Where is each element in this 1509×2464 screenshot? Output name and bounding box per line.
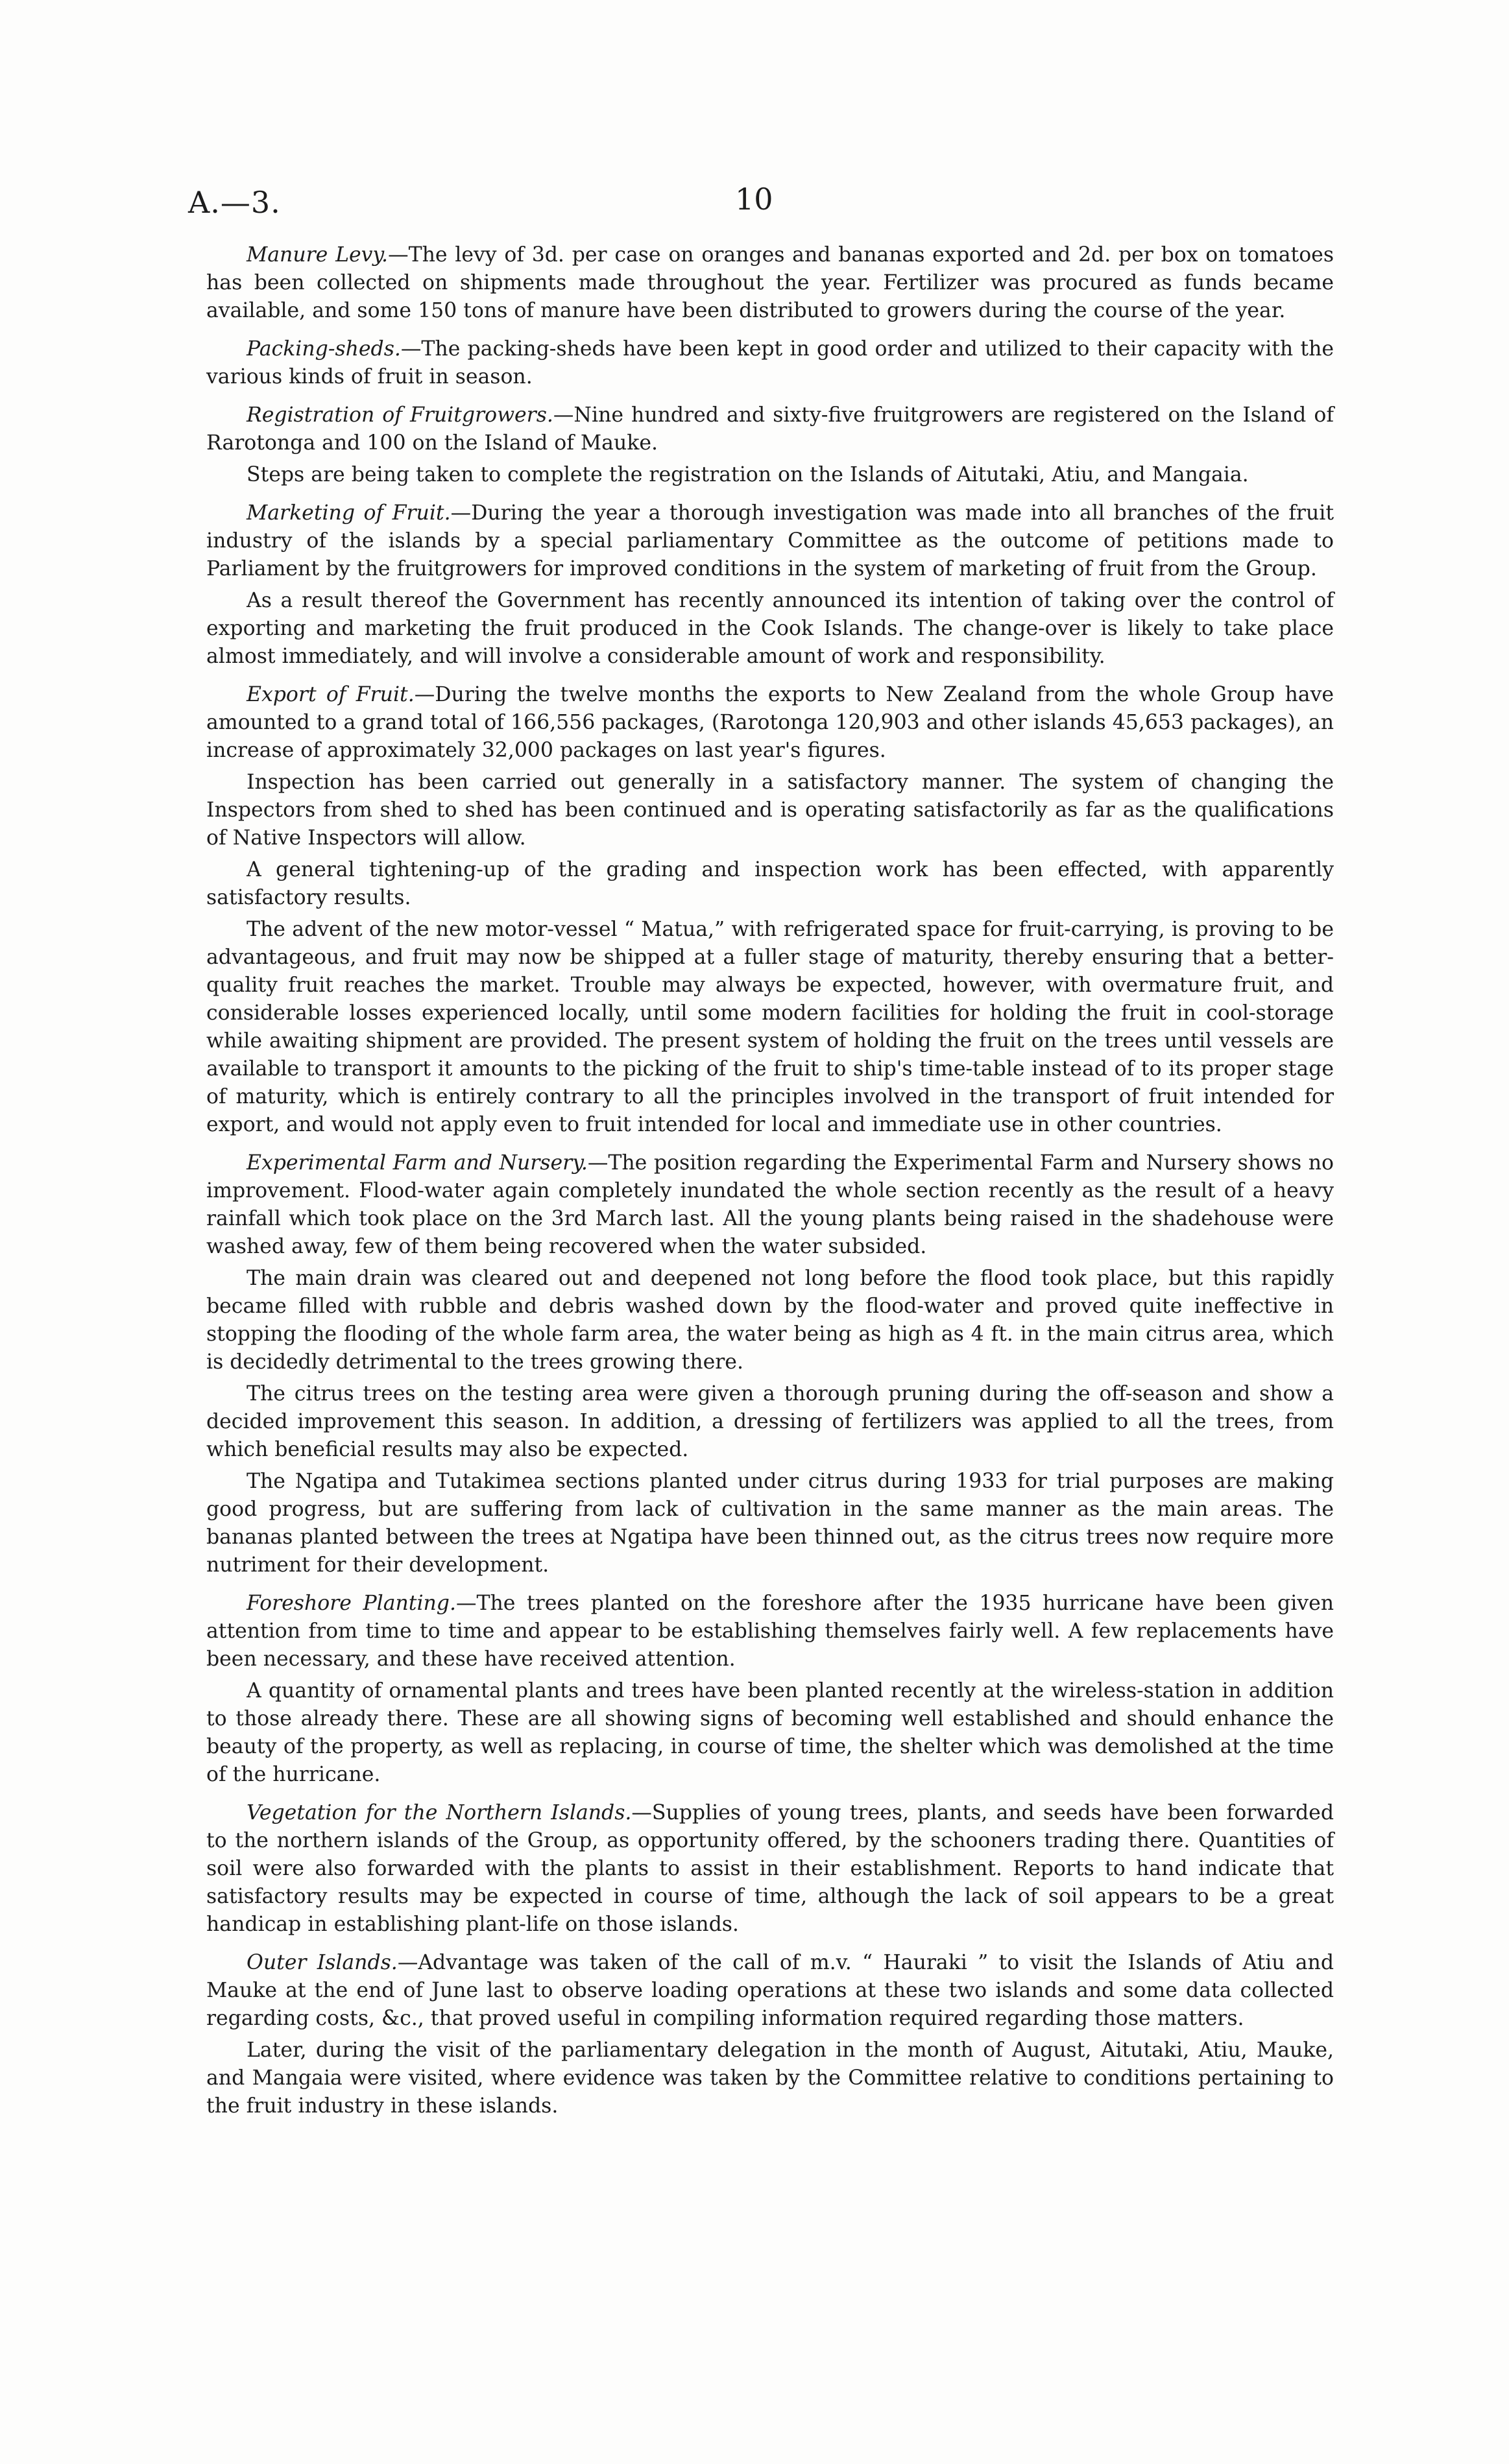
paragraph-text: A quantity of ornamental plants and trees have been planted recently at the wireless-station in addition to those already there. These are all showing signs of becoming well established and should enhance the beauty of the property, as well as replacing, in course of time, the shelter which was demolished at the time of the hurricane. — [206, 1679, 1334, 1786]
paragraph-grading — [206, 856, 1334, 912]
paragraph-citrus-trees — [206, 1380, 1334, 1464]
paragraph-ornamental — [206, 1677, 1334, 1789]
section-heading: Registration of Fruitgrowers. — [247, 403, 553, 427]
paragraph-foreshore — [206, 1590, 1334, 1673]
paragraph-text: A general tightening-up of the grading and inspection work has been effected, with apparently satisfactory results. — [206, 858, 1334, 909]
section-heading: Outer Islands. — [247, 1951, 398, 1974]
section-heading: Packing-sheds. — [247, 337, 401, 361]
paragraph-manure-levy — [206, 241, 1334, 325]
paragraph-text: —During the twelve months the exports to New Zealand from the whole Group have amounted to a grand total of 166,556 packages, (Rarotonga 120,903 and other islands 45,653 packages), an increase of approximately 32,000 packages on last year's figures. — [206, 683, 1334, 762]
section-heading: Export of Fruit. — [247, 683, 415, 706]
paragraph-main-drain — [206, 1265, 1334, 1376]
paragraph-export — [206, 681, 1334, 765]
paragraph-outer-islands — [206, 1949, 1334, 2033]
section-heading: Marketing of Fruit. — [247, 501, 451, 525]
paragraph-vegetation — [206, 1799, 1334, 1939]
paragraph-text: —The levy of 3d. per case on oranges and bananas exported and 2d. per box on tomatoes has been collected on shipments made throughout the year. Fertilizer was procured as funds became available, and some 150 tons of manure have been distributed to growers during the course of the year. — [206, 243, 1334, 322]
paragraph-text: Later, during the visit of the parliamentary delegation in the month of August, Aitutaki, Atiu, Mauke, and Mangaia were visited, where evidence was taken by the Committee relative to conditions pertaining to the fruit industry in these islands. — [206, 2039, 1334, 2118]
document-reference: A.—3. — [188, 185, 281, 220]
paragraph-text: —Supplies of young trees, plants, and seeds have been forwarded to the northern islands of the Group, as opportunity offered, by the schooners trading there. Quantities of soil were also forwarded with the plants to assist in their establishment. Reports to hand indicate that satisfactory results may be expected in course of time, although the lack of soil appears to be a great handicap in establishing plant-life on those islands. — [206, 1801, 1334, 1936]
page-number: 10 — [735, 182, 773, 217]
paragraph-inspection — [206, 769, 1334, 852]
paragraph-ngatipa — [206, 1468, 1334, 1579]
paragraph-registration — [206, 401, 1334, 457]
section-heading: Foreshore Planting. — [247, 1592, 456, 1615]
paragraph-text: As a result thereof the Government has recently announced its intention of taking over the control of exporting and marketing the fruit produced in the Cook Islands. The change-over is likely to take place almost immediately, and will involve a considerable amount of work and responsibility. — [206, 589, 1334, 668]
paragraph-marketing — [206, 499, 1334, 583]
paragraph-text: —Advantage was taken of the call of m.v. “ Hauraki ” to visit the Islands of Atiu and Mauke at the end of June last to observe loading operations at these two islands and some data collected regarding costs, &c., that proved useful in compiling information required regarding those matters. — [206, 1951, 1334, 2030]
paragraph-text: —The packing-sheds have been kept in good order and utilized to their capacity with the various kinds of fruit in season. — [206, 337, 1334, 389]
paragraph-registration-steps — [206, 461, 1334, 489]
paragraph-text: Inspection has been carried out generally in a satisfactory manner. The system of changing the Inspectors from shed to shed has been continued and is operating satisfactorily as far as the qualifications of Native Inspectors will allow. — [206, 771, 1334, 850]
body-text — [206, 241, 1334, 2131]
paragraph-experimental-farm — [206, 1149, 1334, 1261]
paragraph-text: —During the year a thorough investigation was made into all branches of the fruit industry of the islands by a special parliamentary Committee as the outcome of petitions made to Parliament by the fruitgrowers for improved conditions in the system of marketing of fruit from the Group. — [206, 501, 1334, 580]
paragraph-text: Steps are being taken to complete the registration on the Islands of Aitutaki, Atiu, and Mangaia. — [247, 463, 1249, 486]
paragraph-delegation — [206, 2037, 1334, 2120]
paragraph-marketing-result — [206, 587, 1334, 671]
paragraph-text: —Nine hundred and sixty-five fruitgrowers are registered on the Island of Rarotonga and 100 on the Island of Mauke. — [206, 403, 1334, 455]
section-heading: Experimental Farm and Nursery. — [247, 1151, 588, 1175]
paragraph-text: —The trees planted on the foreshore after the 1935 hurricane have been given attention from time to time and appear to be establishing themselves fairly well. A few replacements have been necessary, and these have received attention. — [206, 1592, 1334, 1671]
paragraph-text: The main drain was cleared out and deepened not long before the flood took place, but this rapidly became filled with rubble and debris washed down by the flood-water and proved quite ineffective in stopping the flooding of the whole farm area, the water being as high as 4 ft. in the main citrus area, which is decidedly detrimental to the trees growing there. — [206, 1267, 1334, 1374]
section-heading: Vegetation for the Northern Islands. — [247, 1801, 632, 1824]
paragraph-packing-sheds — [206, 335, 1334, 391]
section-heading: Manure Levy. — [247, 243, 389, 267]
paragraph-motor-vessel — [206, 916, 1334, 1139]
paragraph-text: —The position regarding the Experimental Farm and Nursery shows no improvement. Flood-water again completely inundated the whole section recently as the result of a heavy rainfall which took place on the 3rd March last. All the young plants being raised in the shadehouse were washed away, few of them being recovered when the water subsided. — [206, 1151, 1334, 1258]
paragraph-text: The advent of the new motor-vessel “ Matua,” with refrigerated space for fruit-carrying, is proving to be advantageous, and fruit may now be shipped at a fuller stage of maturity, thereby ensuring that a better-quality fruit reaches the market. Trouble may always be expected, however, with overmature fruit, and considerable losses experienced locally, until some modern facilities for holding the fruit in cool-storage while awaiting shipment are provided. The present system of holding the fruit on the trees until vessels are available to transport it amounts to the picking of the fruit to ship's time-table instead of to its proper stage of maturity, which is entirely contrary to all the principles involved in the transport of fruit intended for export, and would not apply even to fruit intended for local and immediate use in other countries. — [206, 918, 1334, 1136]
paragraph-text: The citrus trees on the testing area were given a thorough pruning during the off-season and show a decided improvement this season. In addition, a dressing of fertilizers was applied to all the trees, from which beneficial results may also be expected. — [206, 1382, 1334, 1461]
paragraph-text: The Ngatipa and Tutakimea sections planted under citrus during 1933 for trial purposes are making good progress, but are suffering from lack of cultivation in the same manner as the main areas. The bananas planted between the trees at Ngatipa have been thinned out, as the citrus trees now require more nutriment for their development. — [206, 1470, 1334, 1577]
